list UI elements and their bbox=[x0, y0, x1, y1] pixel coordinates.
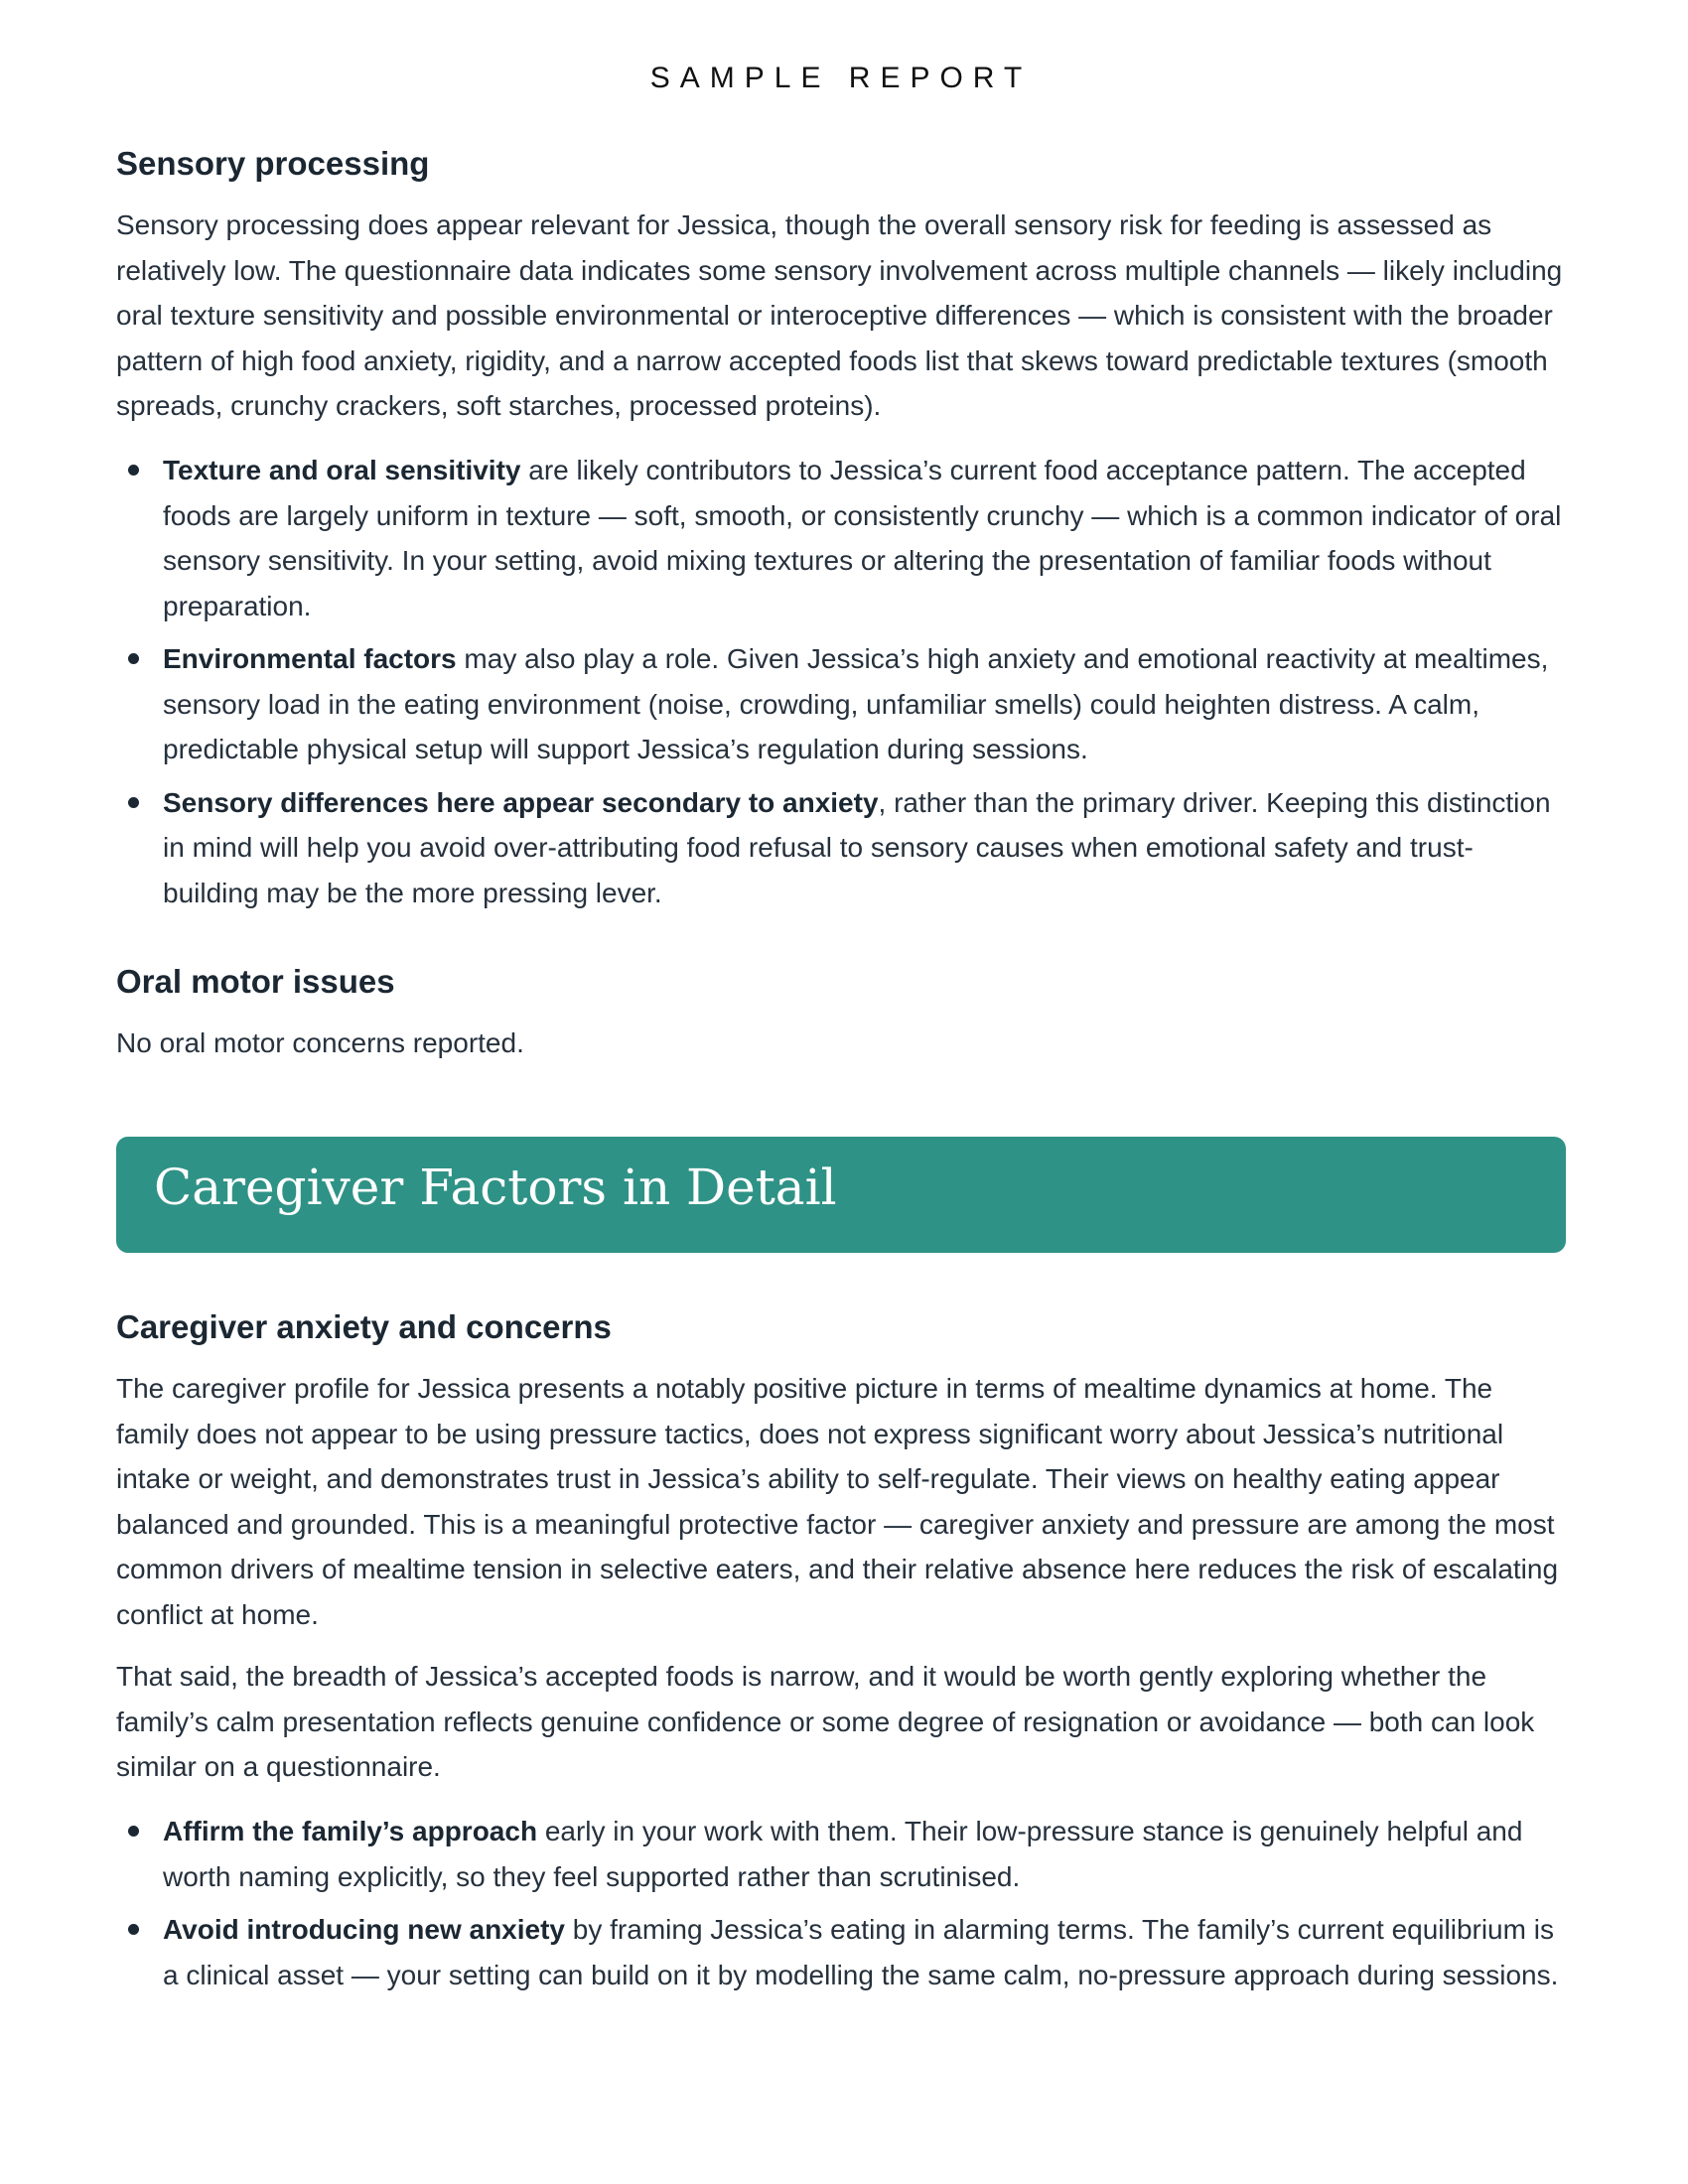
bullet-dot-icon bbox=[128, 465, 139, 476]
caregiver-section-banner bbox=[116, 1137, 1566, 1253]
sensory-processing-heading: Sensory processing bbox=[116, 145, 430, 182]
caregiver-paragraph-1: The caregiver profile for Jessica presents a notably positive picture in terms of mealtime dynamics at home. The family does not appear to be using pressure tactics, does not express significant worry about Jessica’s nutritional intake or weight, and demonstrates trust in Jessica’s ability to self-regulate. Their views on healthy eating appear balanced and grounded. This is a meaningful protective factor — caregiver anxiety and pressure are among the most common drivers of mealtime tension in selective eaters, and their relative absence here reduces the risk of escalating conflict at home. bbox=[116, 1373, 1559, 1630]
bullet-bold-lead: Sensory differences here appear secondary to anxiety bbox=[163, 786, 879, 818]
list-item bbox=[116, 636, 1566, 772]
bullet-dot-icon bbox=[128, 653, 139, 664]
bullet-dot-icon bbox=[128, 1924, 139, 1935]
bullet-text: , rather than the primary driver. Keeping this distinction in mind will help you avoid over-attributing food refusal to sensory causes when emotional safety and trust-building may be the more pressing lever. bbox=[163, 786, 1551, 908]
banner-title: Caregiver Factors in Detail bbox=[154, 1159, 837, 1216]
bullet-bold-lead: Environmental factors bbox=[163, 643, 457, 674]
report-header-label: SAMPLE REPORT bbox=[649, 62, 1033, 94]
caregiver-anxiety-heading: Caregiver anxiety and concerns bbox=[116, 1308, 612, 1345]
bullet-text: are likely contributors to Jessica’s current food acceptance pattern. The accepted foods are largely uniform in texture — soft, smooth, or consistently crunchy — which is a common indicator of oral sensory sensitivity. In your setting, avoid mixing textures or altering the presentation of familiar foods without preparation. bbox=[163, 455, 1562, 621]
bullet-bold-lead: Texture and oral sensitivity bbox=[163, 455, 521, 485]
bullet-text: may also play a role. Given Jessica’s high anxiety and emotional reactivity at mealtimes, sensory load in the eating environment (noise, crowding, unfamiliar smells) could heighten distress. A calm, predictable physical setup will support Jessica’s regulation during sessions. bbox=[163, 643, 1549, 764]
bullet-dot-icon bbox=[128, 1826, 139, 1837]
list-item bbox=[116, 780, 1566, 916]
bullet-bold-lead: Affirm the family’s approach bbox=[163, 1816, 538, 1846]
bullet-dot-icon bbox=[128, 797, 139, 808]
caregiver-bullet-list bbox=[116, 1809, 1566, 2005]
list-item bbox=[116, 1809, 1566, 1899]
sensory-intro-paragraph: Sensory processing does appear relevant for Jessica, though the overall sensory risk for feeding is assessed as relatively low. The questionnaire data indicates some sensory involvement across multiple channels — likely including oral texture sensitivity and possible environmental or interoceptive differences — which is consistent with the broader pattern of high food anxiety, rigidity, and a narrow accepted foods list that skews toward predictable textures (smooth spreads, crunchy crackers, soft starches, processed proteins). bbox=[116, 209, 1563, 421]
bullet-text: early in your work with them. Their low-pressure stance is genuinely helpful and worth naming explicitly, so they feel supported rather than scrutinised. bbox=[163, 1816, 1523, 1892]
caregiver-paragraph-2: That said, the breadth of Jessica’s accepted foods is narrow, and it would be worth gently exploring whether the family’s calm presentation reflects genuine confidence or some degree of resignation or avoidance — both can look similar on a questionnaire. bbox=[116, 1661, 1535, 1782]
oral-motor-text: No oral motor concerns reported. bbox=[116, 1027, 524, 1058]
bullet-text: by framing Jessica’s eating in alarming terms. The family’s current equilibrium is a clinical asset — your setting can build on it by modelling the same calm, no-pressure approach during sessions. bbox=[163, 1914, 1559, 1990]
oral-motor-heading: Oral motor issues bbox=[116, 963, 395, 1000]
bullet-bold-lead: Avoid introducing new anxiety bbox=[163, 1914, 566, 1945]
sensory-bullet-list bbox=[116, 448, 1566, 923]
list-item bbox=[116, 448, 1566, 628]
list-item bbox=[116, 1907, 1566, 1997]
